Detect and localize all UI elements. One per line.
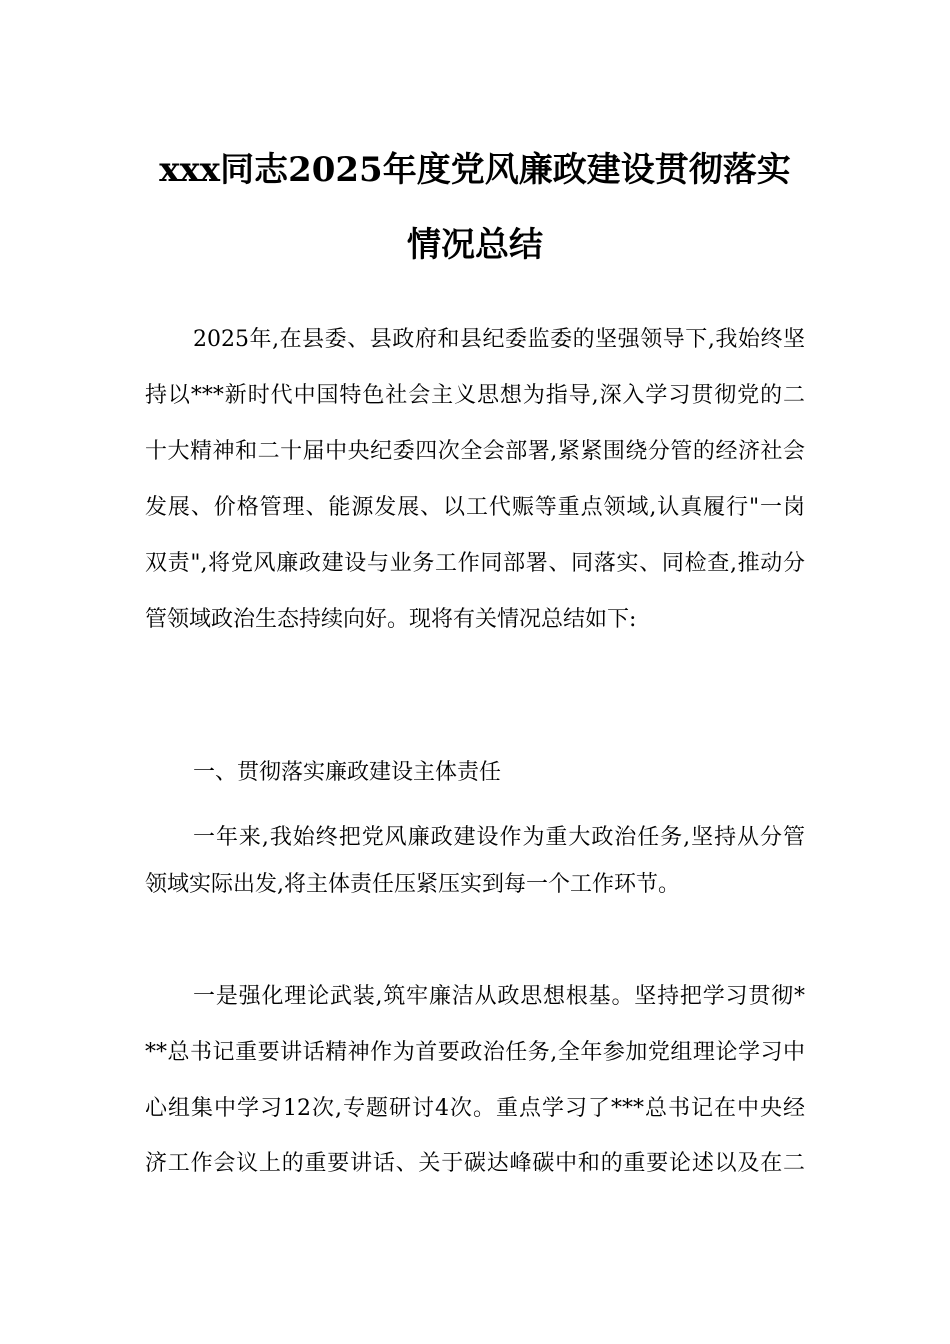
paragraph-line: 双责",将党风廉政建设与业务工作同部署、同落实、同检查,推动分	[145, 551, 805, 576]
paragraph-line: 十大精神和二十届中央纪委四次全会部署,紧紧围绕分管的经济社会	[145, 439, 805, 464]
document-title-line-1: xxx同志2025年度党风廉政建设贯彻落实	[159, 150, 791, 190]
paragraph-line: 济工作会议上的重要讲话、关于碳达峰碳中和的重要论述以及在二	[145, 1151, 805, 1176]
document-title-line-2: 情况总结	[407, 225, 543, 265]
paragraph-line: 发展、价格管理、能源发展、以工代赈等重点领域,认真履行"一岗	[145, 495, 805, 520]
paragraph-line: 持以***新时代中国特色社会主义思想为指导,深入学习贯彻党的二	[145, 383, 805, 408]
section-heading: 一、贯彻落实廉政建设主体责任	[193, 760, 502, 785]
paragraph-line: 一年来,我始终把党风廉政建设作为重大政治任务,坚持从分管	[193, 825, 805, 850]
paragraph-line: 2025年,在县委、县政府和县纪委监委的坚强领导下,我始终坚	[193, 327, 805, 352]
paragraph-line: 心组集中学习12次,专题研讨4次。重点学习了***总书记在中央经	[145, 1096, 805, 1121]
paragraph-line: **总书记重要讲话精神作为首要政治任务,全年参加党组理论学习中	[145, 1040, 805, 1065]
paragraph-line: 管领域政治生态持续向好。现将有关情况总结如下:	[145, 607, 637, 632]
paragraph-line: 领域实际出发,将主体责任压紧压实到每一个工作环节。	[145, 872, 680, 897]
paragraph-line: 一是强化理论武装,筑牢廉洁从政思想根基。坚持把学习贯彻*	[193, 984, 805, 1009]
